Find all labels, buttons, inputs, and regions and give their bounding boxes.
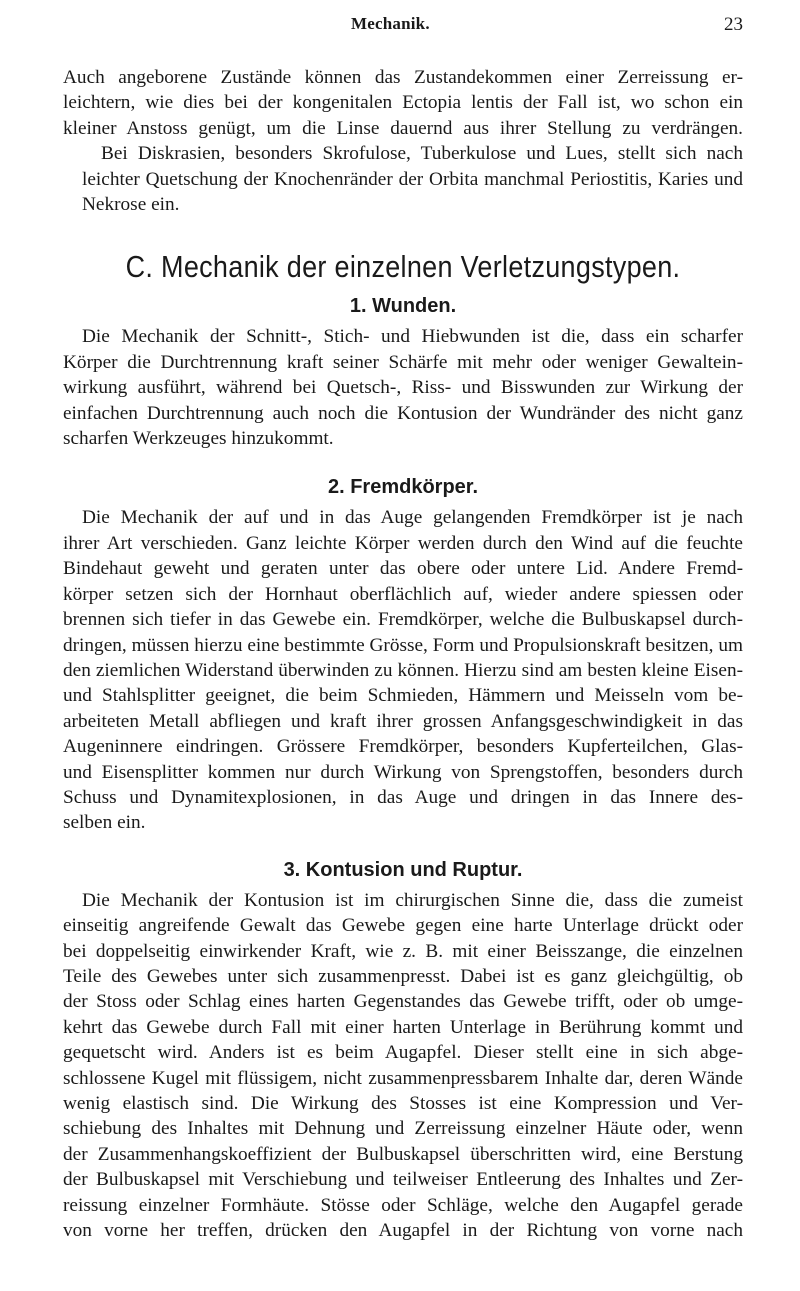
text-line: Schuss und Dynamitexplosionen, in das Auge und dringen in das Innere des- [63,786,743,808]
text-line: den ziemlichen Widerstand überwinden zu können. Hierzu sind am besten kleine Eisen- [63,659,743,681]
text-line: selben ein. [63,812,146,834]
text-line: leichtern, wie dies bei der kongenitalen Ectopia lentis der Fall ist, wo schon ein [63,92,743,114]
text-line: Teile des Gewebes unter sich zusammenpresst. Dabei ist es ganz gleichgültig, ob [63,965,743,987]
section-paragraph-fremdkoerper [63,505,743,835]
text-line: Die Mechanik der auf und in das Auge gelangenden Fremdkörper ist je nach [82,507,743,529]
text-line: der Zusammenhangskoeffizient der Bulbuskapsel überschritten wird, eine Berstung [63,1143,743,1165]
section-heading-fremdkoerper: 2. Fremdkörper. [327,476,479,499]
text-line: Bindehaut geweht und geraten unter das obere oder untere Lid. Andere Fremd- [63,558,743,580]
text-line: und Stahlsplitter geeignet, die beim Schmieden, Hämmern und Meisseln vom be- [63,685,743,707]
text-line: einseitig angreifende Gewalt das Gewebe gegen eine harte Unterlage drückt oder [63,915,743,937]
page-body [63,65,743,1243]
text-line: Nekrose ein. [82,194,180,216]
text-line: ihrer Art verschieden. Ganz leichte Körper werden durch den Wind auf die feuchte [63,532,743,554]
text-line: kehrt das Gewebe durch Fall mit einer harten Unterlage in Berührung kommt und [63,1016,743,1038]
text-line: Die Mechanik der Kontusion ist im chirurgischen Sinne die, dass die zumeist [82,889,743,911]
text-line: Bei Diskrasien, besonders Skrofulose, Tuberkulose und Lues, stellt sich nach [101,143,743,165]
text-line: dringen, müssen hierzu eine bestimmte Grösse, Form und Propulsionskraft besitzen, um [63,634,743,656]
text-line: brennen sich tiefer in das Gewebe ein. Fremdkörper, welche die Bulbuskapsel durch- [63,609,743,631]
running-head [0,14,800,40]
text-line: körper setzen sich der Hornhaut oberflächlich auf, wieder andere spiessen oder [63,583,743,605]
text-line: einfachen Durchtrennung auch noch die Kontusion der Wundränder des nicht ganz [63,402,743,424]
intro-paragraph-2 [63,141,743,217]
text-line: der Bulbuskapsel mit Verschiebung und teilweiser Entleerung des Inhaltes und Zer- [63,1169,743,1191]
text-line: reissung einzelner Formhäute. Stösse oder Schläge, welche den Augapfel gerade [63,1194,743,1216]
text-line: scharfen Werkzeuges hinzukommt. [63,428,334,450]
text-line: schlossene Kugel mit flüssigem, nicht zusammenpressbarem Inhalte dar, deren Wände [63,1067,743,1089]
text-line: kleiner Anstoss genügt, um die Linse dauernd aus ihrer Stellung zu verdrängen. [63,117,743,139]
text-line: von vorne her treffen, drücken den Augapfel in der Richtung von vorne nach [63,1220,743,1242]
text-line: der Stoss oder Schlag eines harten Gegenstandes das Gewebe trifft, oder ob umge- [63,991,743,1013]
text-line: Körper die Durchtrennung kraft seiner Schärfe mit mehr oder weniger Gewaltein- [63,351,743,373]
section-heading-kontusion: 3. Kontusion und Ruptur. [283,858,523,881]
text-line: wirkung ausführt, während bei Quetsch-, Riss- und Bisswunden zur Wirkung der [63,377,743,399]
text-line: leichter Quetschung der Knochenränder der Orbita manchmal Periostitis, Karies und [82,168,743,190]
section-paragraph-kontusion [63,888,743,1244]
text-line: bei doppelseitig einwirkender Kraft, wie z. B. mit einer Beisszange, die einzelnen [63,940,743,962]
text-line: Augeninnere eindringen. Grössere Fremdkörper, besonders Kupferteilchen, Glas- [63,736,743,758]
page-number: 23 [724,14,743,35]
chapter-heading: C. Mechanik der einzelnen Verletzungstypen. [125,250,681,285]
section-heading-wunden: 1. Wunden. [349,295,457,318]
text-line: gequetscht wird. Anders ist es beim Augapfel. Dieser stellt eine in sich abge- [63,1042,743,1064]
text-line: arbeiteten Metall abfliegen und kraft ihrer grossen Anfangsgeschwindigkeit in das [63,710,743,732]
text-line: wenig elastisch sind. Die Wirkung des Stosses ist eine Kompression und Ver- [63,1093,743,1114]
running-head-title: Mechanik. [351,14,430,33]
text-line: Die Mechanik der Schnitt-, Stich- und Hiebwunden ist die, dass ein scharfer [82,326,743,348]
text-line: schiebung des Inhaltes mit Dehnung und Zerreissung einzelner Häute oder, wenn [63,1118,743,1140]
text-line: und Eisensplitter kommen nur durch Wirkung von Sprengstoffen, besonders durch [63,761,743,783]
intro-paragraph-1 [63,65,743,141]
text-line: Auch angeborene Zustände können das Zustandekommen einer Zerreissung er- [63,67,743,88]
section-paragraph-wunden [63,324,743,451]
